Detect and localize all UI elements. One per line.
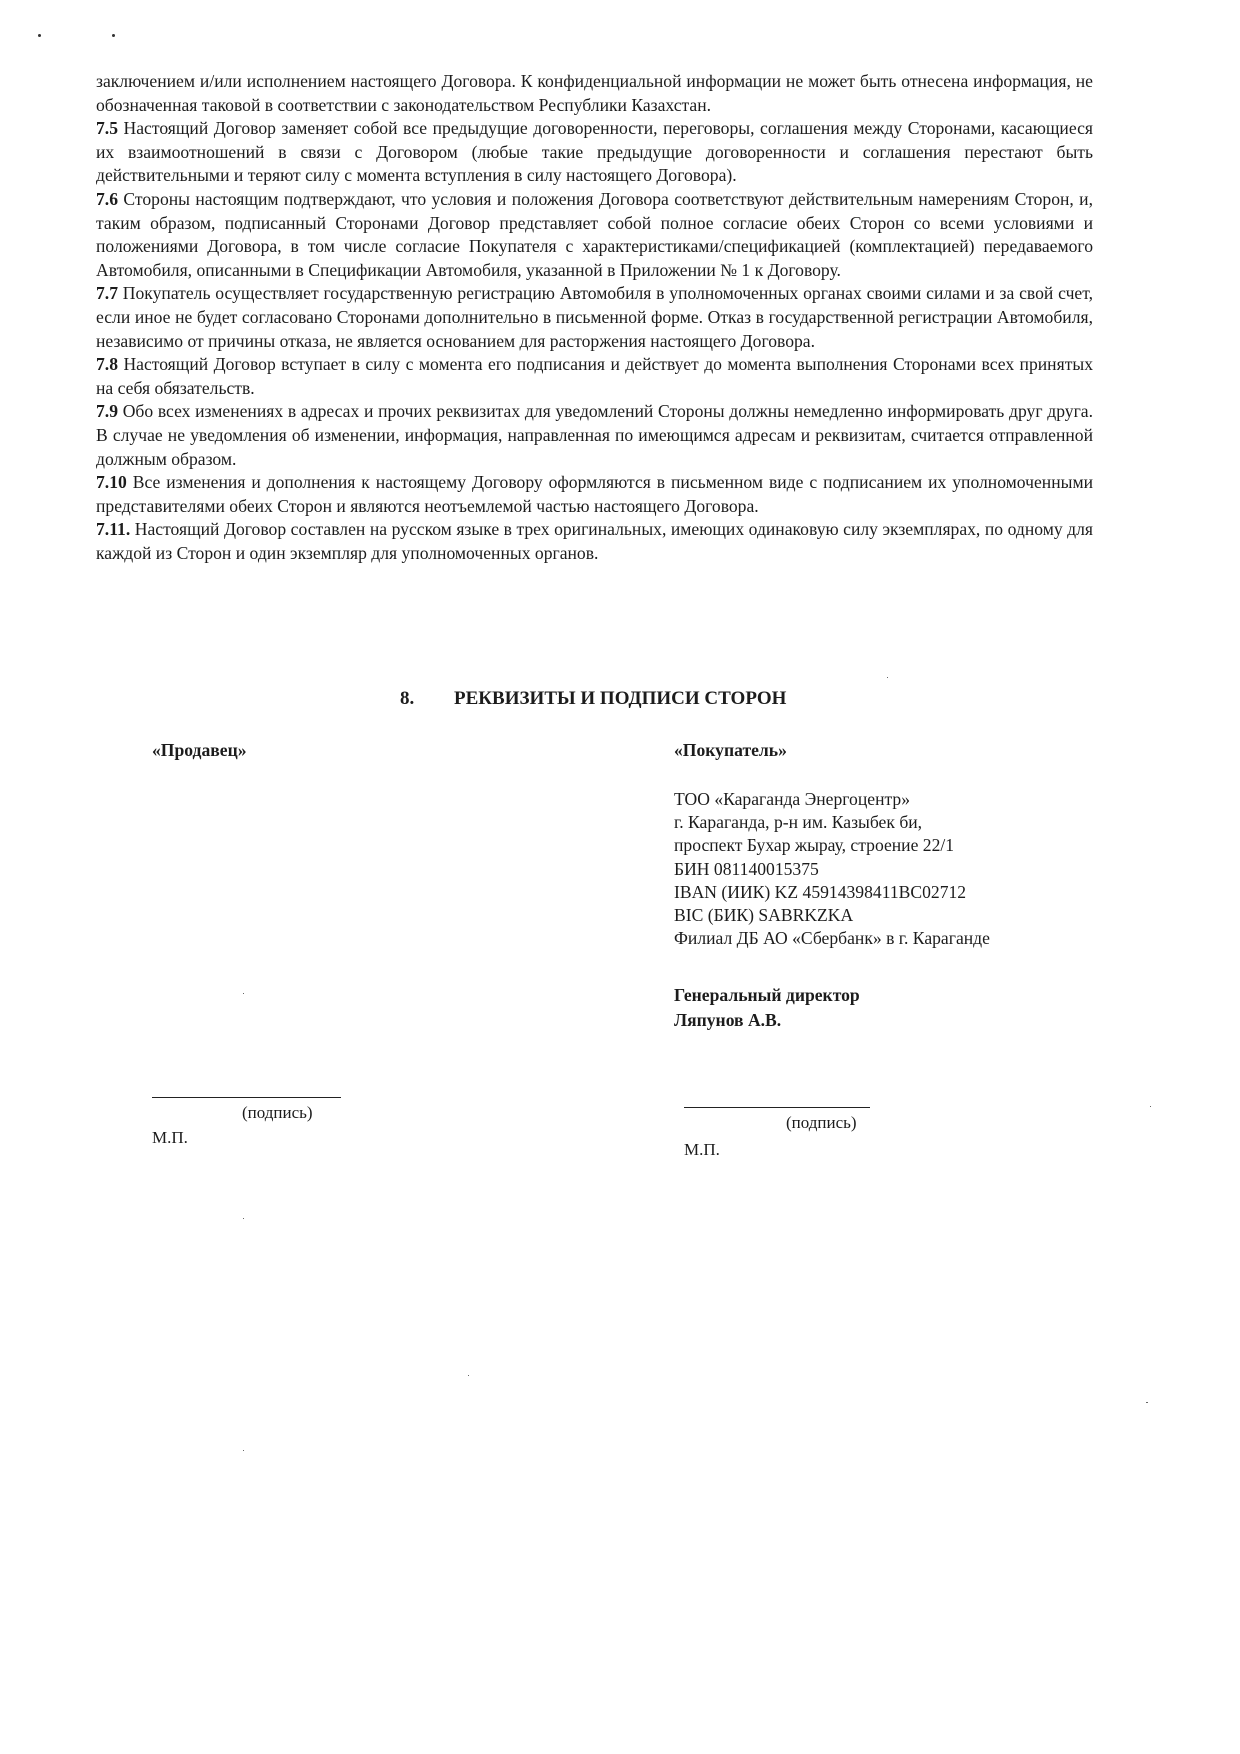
buyer-address-line-2: проспект Бухар жырау, строение 22/1 [674,835,955,856]
buyer-signature-caption: (подпись) [786,1113,857,1132]
buyer-bank: Филиал ДБ АО «Сбербанк» в г. Караганде [674,928,990,949]
clause-7-9: 7.9 Обо всех изменениях в адресах и прочих реквизитах для уведомлений Стороны должны немедленно информировать друг друга. В случае не уведомления об изменении, информация, направленная по имеющимся адресам и реквизитам, считается отправленной должным образом. [96,401,1093,469]
seller-signature-line [152,1097,341,1098]
buyer-address-line-1: г. Караганда, р-н им. Казыбек би, [674,812,923,833]
clause-7-5: 7.5 Настоящий Договор заменяет собой все предыдущие договоренности, переговоры, соглашения между Сторонами, касающиеся их взаимоотношений в связи с Договором (любые такие предыдущие договоренности и соглашения перестают быть действительными и теряют силу с момента вступления в силу настоящего Договора). [96,118,1093,186]
buyer-stamp-label: М.П. [684,1140,720,1159]
buyer-director [674,983,860,1033]
buyer-requisites [674,788,990,950]
director-name: Ляпунов А.В. [674,1010,782,1030]
section-number: 8. [400,688,415,709]
clause-7-10: 7.10 Все изменения и дополнения к настоящему Договору оформляются в письменном виде с подписанием их уполномоченными представителями обеих Сторон и являются неотъемлемой частью настоящего Договора. [96,472,1093,516]
buyer-label: «Покупатель» [674,740,787,760]
clause-continuation: заключением и/или исполнением настоящего Договора. К конфиденциальной информации не может быть отнесена информация, не обозначенная таковой в соответствии с законодательством Республики Казахстан. [96,71,1093,115]
scan-speck [38,34,41,37]
buyer-company-name: ТОО «Караганда Энергоцентр» [674,789,910,809]
seller-stamp-label: М.П. [152,1128,188,1147]
scan-speck [243,1218,244,1219]
scan-speck [243,993,244,994]
scan-speck [243,1450,244,1451]
scan-speck [887,677,888,678]
section-heading [400,688,786,710]
buyer-iban: IBAN (ИИК) KZ 45914398411BC02712 [674,881,967,902]
clause-7-8: 7.8 Настоящий Договор вступает в силу с момента его подписания и действует до момента выполнения Сторонами всех принятых на себя обязательств. [96,354,1093,398]
buyer-signature-line [684,1107,870,1108]
seller-label: «Продавец» [152,740,247,760]
scan-speck [468,1375,469,1376]
seller-signature-caption: (подпись) [242,1103,313,1122]
contract-clauses [96,70,1093,565]
buyer-bic: BIC (БИК) SABRKZKA [674,905,854,926]
section-title: РЕКВИЗИТЫ И ПОДПИСИ СТОРОН [454,688,787,709]
clause-7-6: 7.6 Стороны настоящим подтверждают, что условия и положения Договора соответствуют действительным намерениям Сторон, и, таким образом, подписанный Сторонами Договор представляет собой полное согласие обеих Сторон со всеми условиями и положениями Договора, в том числе согласие Покупателя с характеристиками/спецификацией (комплектацией) передаваемого Автомобиля, описанными в Спецификации Автомобиля, указанной в Приложении № 1 к Договору. [96,188,1093,280]
buyer-bin: БИН 081140015375 [674,858,819,879]
scan-speck [1146,1402,1148,1403]
scan-speck [1150,1106,1151,1107]
clause-7-7: 7.7 Покупатель осуществляет государственную регистрацию Автомобиля в уполномоченных органах своими силами и за свой счет, если иное не будет согласовано Сторонами дополнительно в письменной форме. Отказ в государственной регистрации Автомобиля, независимо от причины отказа, не является основанием для расторжения настоящего Договора. [96,283,1093,351]
clause-7-11: 7.11. Настоящий Договор составлен на русском языке в трех оригинальных, имеющих одинаковую силу экземплярах, по одному для каждой из Сторон и один экземпляр для уполномоченных органов. [96,519,1093,563]
director-title: Генеральный директор [674,985,860,1005]
scan-speck [112,34,115,37]
